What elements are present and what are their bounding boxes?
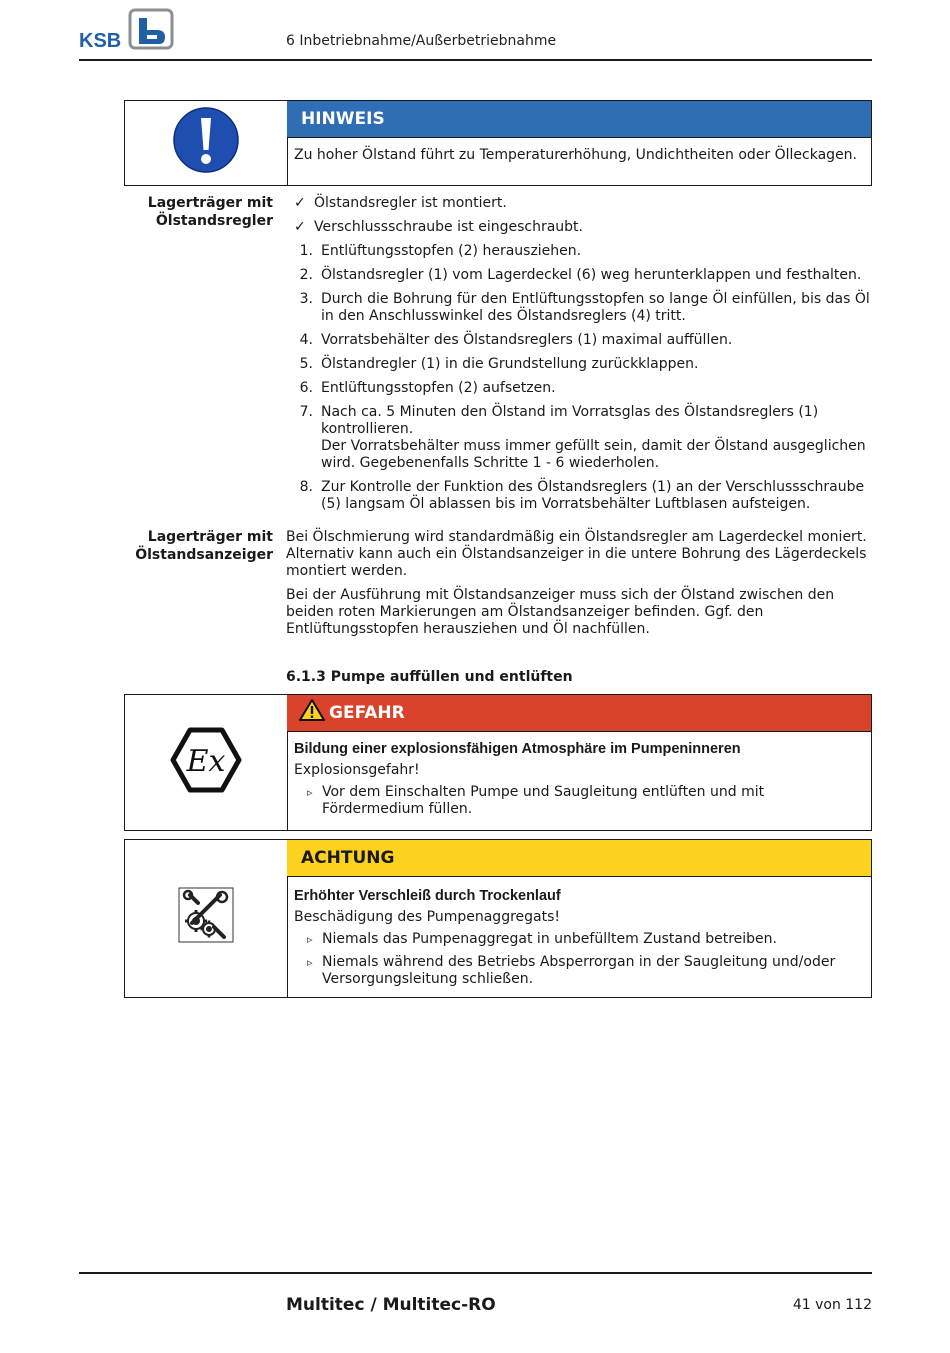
gefahr-icon-cell: [125, 695, 288, 830]
action-item: ▹ Niemals das Pumpenaggregat in unbefülltem Zustand betreiben.: [294, 931, 864, 948]
achtung-banner: ACHTUNG: [287, 840, 871, 877]
side-label-regler: [124, 194, 273, 230]
step-text: Durch die Bohrung für den Entlüftungsstopfen so lange Öl einfüllen, bis das Öl in den Anschlusswinkel des Ölstandsreglers (4) tritt.: [321, 291, 870, 324]
step-text: Ölstandregler (1) in die Grundstellung zurückklappen.: [321, 356, 699, 372]
check-item: ✓ Verschlussschraube ist eingeschraubt.: [286, 219, 872, 236]
step-item: [286, 332, 872, 349]
achtung-action-list: [294, 931, 864, 988]
step-item: [286, 291, 872, 325]
ex-symbol-text: Ex: [186, 744, 226, 779]
step-list: [286, 243, 872, 513]
side-label-line: Ölstandsanzeiger: [135, 547, 273, 563]
page-number: 41 von 112: [792, 1297, 872, 1313]
step-number: 7.: [299, 404, 313, 420]
gefahr-title: GEFAHR: [329, 703, 405, 723]
footer-rule: [79, 1272, 872, 1274]
prerequisite-list: [286, 195, 872, 236]
achtung-body: [287, 877, 871, 988]
warning-triangle-icon: [299, 699, 325, 721]
paragraph: Bei der Ausführung mit Ölstandsanzeiger muss sich der Ölstand zwischen den beiden roten Markierungen am Ölstandsanzeiger befinden. Ggf. den Entlüftungsstopfen herausziehen und Öl nachfüllen.: [286, 587, 835, 637]
step-text: Entlüftungsstopfen (2) herausziehen.: [321, 243, 582, 259]
ex-explosion-icon: [170, 727, 242, 793]
side-label-line: Lagerträger mit: [147, 529, 273, 545]
gefahr-headline: Bildung einer explosionsfähigen Atmosphäre im Pumpeninneren: [294, 741, 741, 757]
hinweis-box: [124, 100, 872, 186]
step-number: 5.: [299, 356, 313, 372]
step-number: 1.: [299, 243, 313, 259]
step-item: [286, 243, 872, 260]
step-item: [286, 479, 872, 513]
step-item: [286, 267, 872, 284]
gefahr-subline: Explosionsgefahr!: [294, 762, 420, 778]
header-rule: [79, 59, 872, 61]
gefahr-action-list: [294, 784, 864, 818]
step-item: [286, 380, 872, 397]
step-text: Entlüftungsstopfen (2) aufsetzen.: [321, 380, 556, 396]
paragraph: Bei Ölschmierung wird standardmäßig ein Ölstandsregler am Lagerdeckel moniert. Alternativ kann auch ein Ölstandsanzeiger in die untere Bohrung des Lägerdeckels montiert werden.: [286, 529, 867, 579]
gefahr-box: [124, 694, 872, 831]
step-text: Nach ca. 5 Minuten den Ölstand im Vorratsglas des Ölstandsreglers (1) kontrollieren.: [321, 404, 819, 437]
exclamation-circle-icon: [170, 104, 242, 176]
hinweis-icon-cell: [125, 101, 288, 185]
step-item: [286, 356, 872, 373]
action-item: ▹ Vor dem Einschalten Pumpe und Saugleitung entlüften und mit Fördermedium füllen.: [294, 784, 864, 818]
step-number: 4.: [299, 332, 313, 348]
check-item: ✓ Ölstandsregler ist montiert.: [286, 195, 872, 212]
achtung-icon-cell: [125, 840, 288, 997]
step-number: 2.: [299, 267, 313, 283]
step-number: 6.: [299, 380, 313, 396]
side-label-anzeiger: [124, 528, 273, 564]
regler-instructions: [286, 195, 872, 520]
side-label-line: Ölstandsregler: [155, 213, 273, 229]
anzeiger-text: [286, 529, 872, 645]
step-number: 3.: [299, 291, 313, 307]
gefahr-banner: [287, 695, 871, 732]
step-item: [286, 404, 872, 472]
ksb-logo: [79, 8, 175, 52]
chapter-title: 6 Inbetriebnahme/Außerbetriebnahme: [286, 33, 557, 49]
hinweis-banner: HINWEIS: [287, 101, 871, 138]
section-heading: 6.1.3 Pumpe auffüllen und entlüften: [286, 669, 573, 685]
achtung-subline: Beschädigung des Pumpenaggregats!: [294, 909, 561, 925]
achtung-headline: Erhöhter Verschleiß durch Trockenlauf: [294, 888, 561, 904]
side-label-line: Lagerträger mit: [147, 195, 273, 211]
action-item: ▹ Niemals während des Betriebs Absperrorgan in der Saugleitung und/oder Versorgungsleitung schließen.: [294, 954, 864, 988]
gears-wrench-icon: [178, 887, 234, 943]
hinweis-text: Zu hoher Ölstand führt zu Temperaturerhöhung, Undichtheiten oder Ölleckagen.: [294, 147, 858, 163]
gefahr-body: [287, 732, 871, 818]
step-text: Zur Kontrolle der Funktion des Ölstandsreglers (1) an der Verschlussschraube (5) langsam Öl ablassen bis im Vorratsbehälter Luftblasen aufsteigen.: [321, 479, 865, 512]
step-number: 8.: [299, 479, 313, 495]
step-text: Ölstandsregler (1) vom Lagerdeckel (6) weg herunterklappen und festhalten.: [321, 267, 862, 283]
logo-text: KSB: [79, 30, 122, 52]
product-name: Multitec / Multitec-RO: [286, 1295, 496, 1315]
achtung-box: [124, 839, 872, 998]
step-text: Vorratsbehälter des Ölstandsreglers (1) maximal auffüllen.: [321, 332, 733, 348]
step-text: Der Vorratsbehälter muss immer gefüllt sein, damit der Ölstand ausgeglichen wird. Gegebenenfalls Schritte 1 - 6 wiederholen.: [321, 438, 866, 471]
